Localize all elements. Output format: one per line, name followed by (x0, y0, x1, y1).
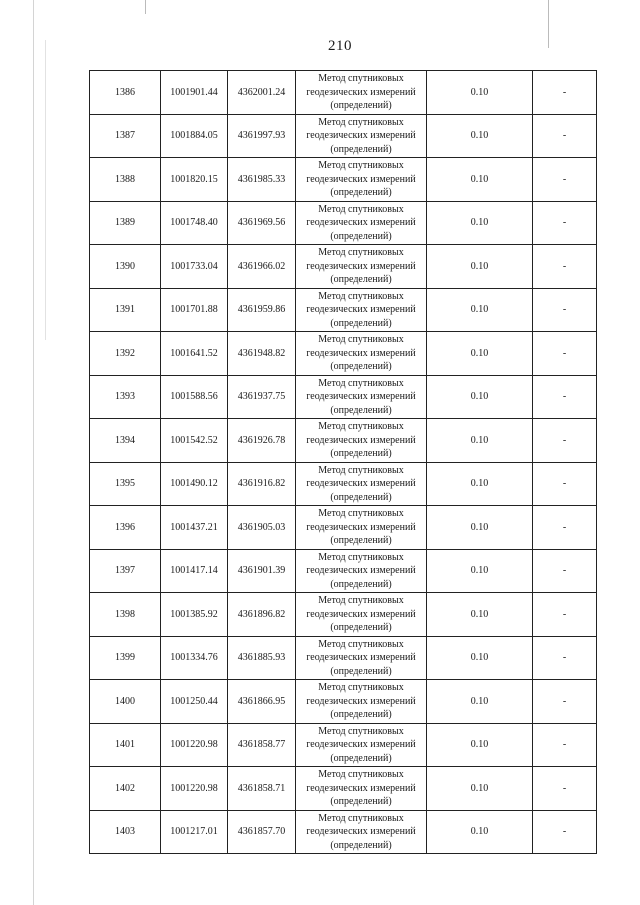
point-number-cell: 1402 (90, 767, 161, 811)
description-cell: - (533, 680, 597, 724)
method-cell: Метод спутниковых геодезических измерений (определений) (296, 810, 427, 854)
coordinates-table (89, 70, 597, 854)
coordinate-x-cell: 1001437.21 (161, 506, 228, 550)
point-number-cell: 1390 (90, 245, 161, 289)
accuracy-cell: 0.10 (427, 636, 533, 680)
coordinate-y-cell: 4361858.77 (228, 723, 296, 767)
coordinate-x-cell: 1001220.98 (161, 767, 228, 811)
coordinate-x-cell: 1001641.52 (161, 332, 228, 376)
table-row (90, 288, 597, 332)
accuracy-cell: 0.10 (427, 462, 533, 506)
coordinate-x-cell: 1001417.14 (161, 549, 228, 593)
coordinate-y-cell: 4361905.03 (228, 506, 296, 550)
coordinate-x-cell: 1001701.88 (161, 288, 228, 332)
coordinate-y-cell: 4361885.93 (228, 636, 296, 680)
table-row (90, 419, 597, 463)
point-number-cell: 1403 (90, 810, 161, 854)
table-row (90, 767, 597, 811)
table-row (90, 201, 597, 245)
point-number-cell: 1401 (90, 723, 161, 767)
point-number-cell: 1388 (90, 158, 161, 202)
point-number-cell: 1389 (90, 201, 161, 245)
description-cell: - (533, 71, 597, 115)
method-cell: Метод спутниковых геодезических измерений (определений) (296, 549, 427, 593)
accuracy-cell: 0.10 (427, 158, 533, 202)
table-row (90, 158, 597, 202)
method-cell: Метод спутниковых геодезических измерений (определений) (296, 462, 427, 506)
table-row (90, 375, 597, 419)
method-cell: Метод спутниковых геодезических измерений (определений) (296, 288, 427, 332)
description-cell: - (533, 114, 597, 158)
coordinate-x-cell: 1001820.15 (161, 158, 228, 202)
point-number-cell: 1396 (90, 506, 161, 550)
coordinate-x-cell: 1001385.92 (161, 593, 228, 637)
method-cell: Метод спутниковых геодезических измерений (определений) (296, 332, 427, 376)
coordinate-x-cell: 1001901.44 (161, 71, 228, 115)
table-row (90, 332, 597, 376)
page-number: 210 (328, 38, 352, 54)
accuracy-cell: 0.10 (427, 723, 533, 767)
scan-edge-line-left-inner (45, 40, 46, 340)
table-row (90, 245, 597, 289)
coordinate-y-cell: 4361966.02 (228, 245, 296, 289)
description-cell: - (533, 245, 597, 289)
method-cell: Метод спутниковых геодезических измерений (определений) (296, 506, 427, 550)
coordinate-x-cell: 1001250.44 (161, 680, 228, 724)
point-number-cell: 1394 (90, 419, 161, 463)
table-row (90, 549, 597, 593)
coordinate-y-cell: 4361901.39 (228, 549, 296, 593)
method-cell: Метод спутниковых геодезических измерений (определений) (296, 375, 427, 419)
table-row (90, 810, 597, 854)
description-cell: - (533, 201, 597, 245)
accuracy-cell: 0.10 (427, 332, 533, 376)
accuracy-cell: 0.10 (427, 71, 533, 115)
coordinate-y-cell: 4361926.78 (228, 419, 296, 463)
point-number-cell: 1395 (90, 462, 161, 506)
coordinate-x-cell: 1001733.04 (161, 245, 228, 289)
method-cell: Метод спутниковых геодезических измерений (определений) (296, 114, 427, 158)
description-cell: - (533, 506, 597, 550)
point-number-cell: 1387 (90, 114, 161, 158)
method-cell: Метод спутниковых геодезических измерений (определений) (296, 636, 427, 680)
coordinate-x-cell: 1001490.12 (161, 462, 228, 506)
method-cell: Метод спутниковых геодезических измерений (определений) (296, 158, 427, 202)
accuracy-cell: 0.10 (427, 419, 533, 463)
accuracy-cell: 0.10 (427, 593, 533, 637)
description-cell: - (533, 158, 597, 202)
coordinate-y-cell: 4361948.82 (228, 332, 296, 376)
point-number-cell: 1392 (90, 332, 161, 376)
coordinate-y-cell: 4361969.56 (228, 201, 296, 245)
coordinate-x-cell: 1001220.98 (161, 723, 228, 767)
table-row (90, 593, 597, 637)
accuracy-cell: 0.10 (427, 375, 533, 419)
coordinate-y-cell: 4361937.75 (228, 375, 296, 419)
description-cell: - (533, 593, 597, 637)
description-cell: - (533, 636, 597, 680)
description-cell: - (533, 462, 597, 506)
coordinate-x-cell: 1001748.40 (161, 201, 228, 245)
coordinate-x-cell: 1001217.01 (161, 810, 228, 854)
coordinate-y-cell: 4361858.71 (228, 767, 296, 811)
coordinate-x-cell: 1001334.76 (161, 636, 228, 680)
accuracy-cell: 0.10 (427, 201, 533, 245)
description-cell: - (533, 767, 597, 811)
table-row (90, 636, 597, 680)
description-cell: - (533, 549, 597, 593)
coordinate-x-cell: 1001588.56 (161, 375, 228, 419)
method-cell: Метод спутниковых геодезических измерений (определений) (296, 201, 427, 245)
description-cell: - (533, 332, 597, 376)
table-row (90, 680, 597, 724)
method-cell: Метод спутниковых геодезических измерений (определений) (296, 680, 427, 724)
table-row (90, 723, 597, 767)
scan-edge-line-left (33, 0, 34, 905)
coordinate-y-cell: 4362001.24 (228, 71, 296, 115)
table-row (90, 114, 597, 158)
description-cell: - (533, 288, 597, 332)
coordinate-y-cell: 4361866.95 (228, 680, 296, 724)
table-row (90, 71, 597, 115)
point-number-cell: 1400 (90, 680, 161, 724)
table-row (90, 462, 597, 506)
point-number-cell: 1397 (90, 549, 161, 593)
method-cell: Метод спутниковых геодезических измерений (определений) (296, 245, 427, 289)
coordinate-y-cell: 4361959.86 (228, 288, 296, 332)
point-number-cell: 1398 (90, 593, 161, 637)
accuracy-cell: 0.10 (427, 680, 533, 724)
coordinate-y-cell: 4361985.33 (228, 158, 296, 202)
point-number-cell: 1391 (90, 288, 161, 332)
description-cell: - (533, 810, 597, 854)
accuracy-cell: 0.10 (427, 245, 533, 289)
coordinate-x-cell: 1001542.52 (161, 419, 228, 463)
point-number-cell: 1393 (90, 375, 161, 419)
method-cell: Метод спутниковых геодезических измерений (определений) (296, 419, 427, 463)
description-cell: - (533, 419, 597, 463)
accuracy-cell: 0.10 (427, 288, 533, 332)
accuracy-cell: 0.10 (427, 506, 533, 550)
scan-edge-line-top (145, 0, 146, 14)
accuracy-cell: 0.10 (427, 810, 533, 854)
method-cell: Метод спутниковых геодезических измерений (определений) (296, 71, 427, 115)
coordinate-y-cell: 4361997.93 (228, 114, 296, 158)
point-number-cell: 1386 (90, 71, 161, 115)
accuracy-cell: 0.10 (427, 767, 533, 811)
accuracy-cell: 0.10 (427, 549, 533, 593)
coordinates-table-body (90, 71, 597, 854)
description-cell: - (533, 723, 597, 767)
method-cell: Метод спутниковых геодезических измерений (определений) (296, 723, 427, 767)
coordinate-x-cell: 1001884.05 (161, 114, 228, 158)
coordinate-y-cell: 4361857.70 (228, 810, 296, 854)
method-cell: Метод спутниковых геодезических измерений (определений) (296, 593, 427, 637)
accuracy-cell: 0.10 (427, 114, 533, 158)
table-row (90, 506, 597, 550)
method-cell: Метод спутниковых геодезических измерений (определений) (296, 767, 427, 811)
coordinate-y-cell: 4361916.82 (228, 462, 296, 506)
description-cell: - (533, 375, 597, 419)
coordinate-y-cell: 4361896.82 (228, 593, 296, 637)
point-number-cell: 1399 (90, 636, 161, 680)
